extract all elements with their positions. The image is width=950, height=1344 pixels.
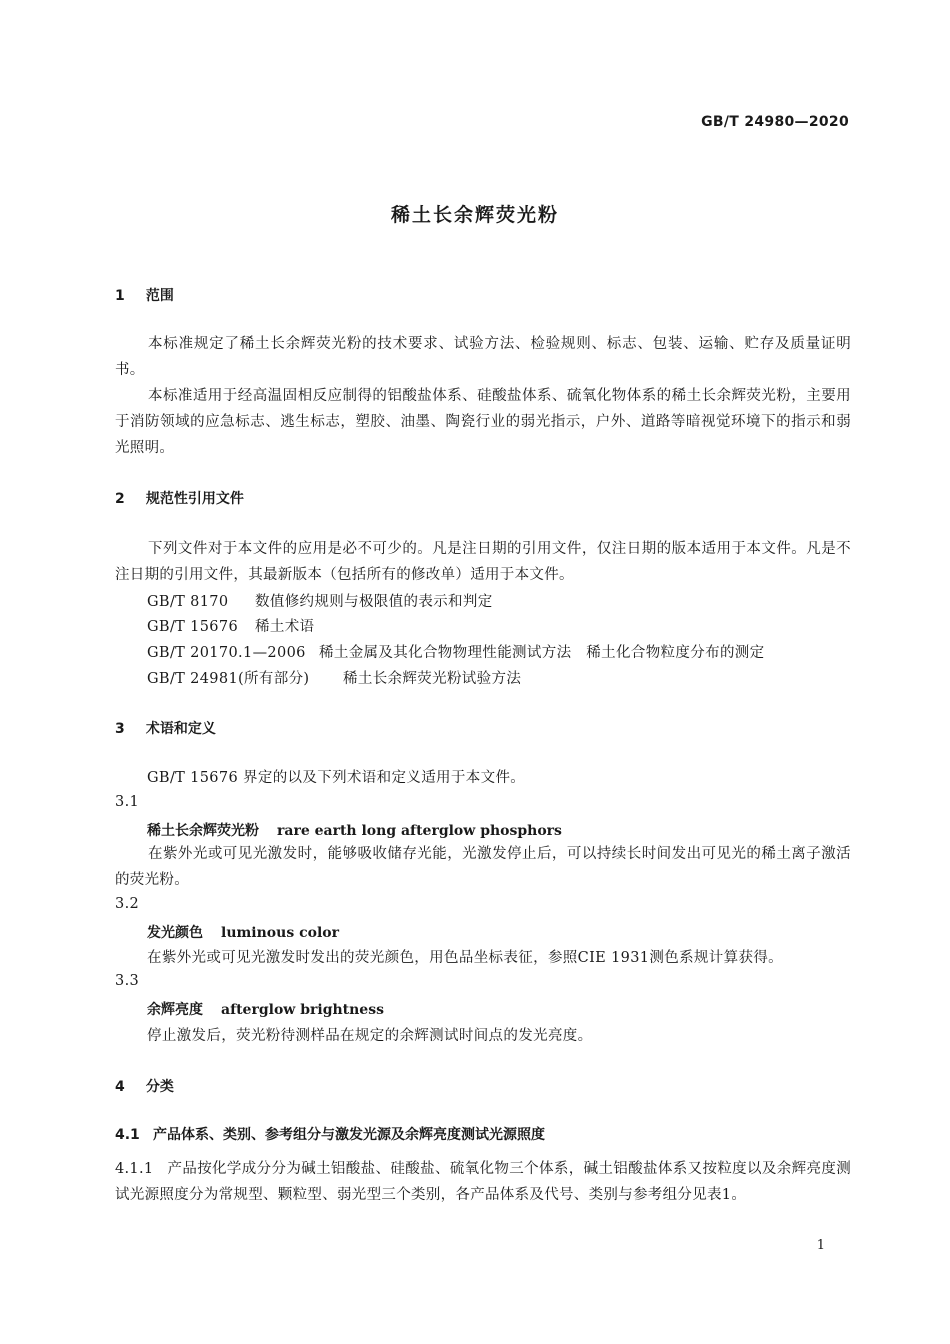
reference-item	[147, 590, 493, 611]
reference-name: 数值修约规则与极限值的表示和判定	[255, 594, 493, 610]
paragraph: 下列文件对于本文件的应用是必不可少的。凡是注日期的引用文件，仅注日期的版本适用于本文件。凡是不注日期的引用文件，其最新版本（包括所有的修改单）适用于本文件。	[115, 541, 851, 583]
term-definition: 在紫外光或可见光激发时，能够吸收储存光能，光激发停止后，可以持续长时间发出可见光的稀土离子激活的荧光粉。	[115, 846, 851, 888]
clause-number: 4.1.1	[115, 1161, 154, 1177]
section-heading-4	[115, 1076, 174, 1096]
reference-code: GB/T 8170	[147, 594, 229, 610]
section-number: 1	[115, 288, 125, 304]
section-title: 术语和定义	[145, 721, 216, 737]
section-number: 4	[115, 1079, 125, 1095]
term-entry	[147, 922, 339, 942]
standard-number: GB/T 24980—2020	[701, 114, 849, 130]
section-number: 3	[115, 721, 125, 737]
reference-name: 稀土长余辉荧光粉试验方法	[343, 671, 522, 687]
reference-item	[147, 667, 521, 688]
reference-name: 稀土术语	[255, 619, 315, 635]
section-number: 2	[115, 491, 125, 507]
clause-text: 产品按化学成分分为碱土铝酸盐、硅酸盐、硫氧化物三个体系，碱土铝酸盐体系又按粒度以及余辉亮度测试光源照度分为常规型、颗粒型、弱光型三个类别，各产品体系及代号、类别与参考组分见表1。	[115, 1161, 851, 1203]
page-title: 稀土长余辉荧光粉	[390, 204, 559, 226]
term-english: rare earth long afterglow phosphors	[277, 823, 562, 839]
term-chinese: 发光颜色	[147, 925, 203, 941]
term-definition: 停止激发后，荧光粉待测样品在规定的余辉测试时间点的发光亮度。	[147, 1028, 593, 1044]
term-number: 3.1	[115, 794, 140, 810]
paragraph: GB/T 15676 界定的以及下列术语和定义适用于本文件。	[147, 770, 526, 786]
term-number: 3.2	[115, 896, 140, 912]
subsection-title: 产品体系、类别、参考组分与激发光源及余辉亮度测试光源照度	[153, 1127, 545, 1143]
section-title: 规范性引用文件	[145, 491, 244, 507]
subsection-heading-4-1	[115, 1124, 545, 1144]
section-heading-1	[115, 285, 174, 305]
reference-item	[147, 615, 314, 636]
term-entry	[147, 999, 384, 1019]
reference-name: 稀土金属及其化合物物理性能测试方法 稀土化合物粒度分布的测定	[319, 645, 765, 661]
reference-code: GB/T 24981(所有部分)	[147, 671, 310, 687]
subsection-number: 4.1	[115, 1127, 140, 1143]
term-entry	[147, 820, 562, 840]
term-chinese: 稀土长余辉荧光粉	[147, 823, 259, 839]
term-english: afterglow brightness	[221, 1002, 384, 1018]
term-definition: 在紫外光或可见光激发时发出的荧光颜色，用色品坐标表征，参照CIE 1931测色系规计算获得。	[147, 950, 784, 966]
section-heading-3	[115, 718, 216, 738]
term-number: 3.3	[115, 973, 140, 989]
paragraph: 本标准规定了稀土长余辉荧光粉的技术要求、试验方法、检验规则、标志、包装、运输、贮存及质量证明书。	[115, 336, 851, 378]
paragraph: 本标准适用于经高温固相反应制得的铝酸盐体系、硅酸盐体系、硫氧化物体系的稀土长余辉荧光粉，主要用于消防领域的应急标志、逃生标志，塑胶、油墨、陶瓷行业的弱光指示，户外、道路等暗视觉环境下的指示和弱光照明。	[115, 388, 851, 456]
term-chinese: 余辉亮度	[147, 1002, 203, 1018]
reference-code: GB/T 15676	[147, 619, 239, 635]
clause-4-1-1	[115, 1156, 851, 1208]
section-heading-2	[115, 488, 244, 508]
term-english: luminous color	[221, 925, 339, 941]
section-title: 范围	[145, 288, 174, 304]
reference-item	[147, 641, 765, 662]
page-number: 1	[816, 1238, 825, 1253]
reference-code: GB/T 20170.1—2006	[147, 645, 306, 661]
section-title: 分类	[145, 1079, 174, 1095]
